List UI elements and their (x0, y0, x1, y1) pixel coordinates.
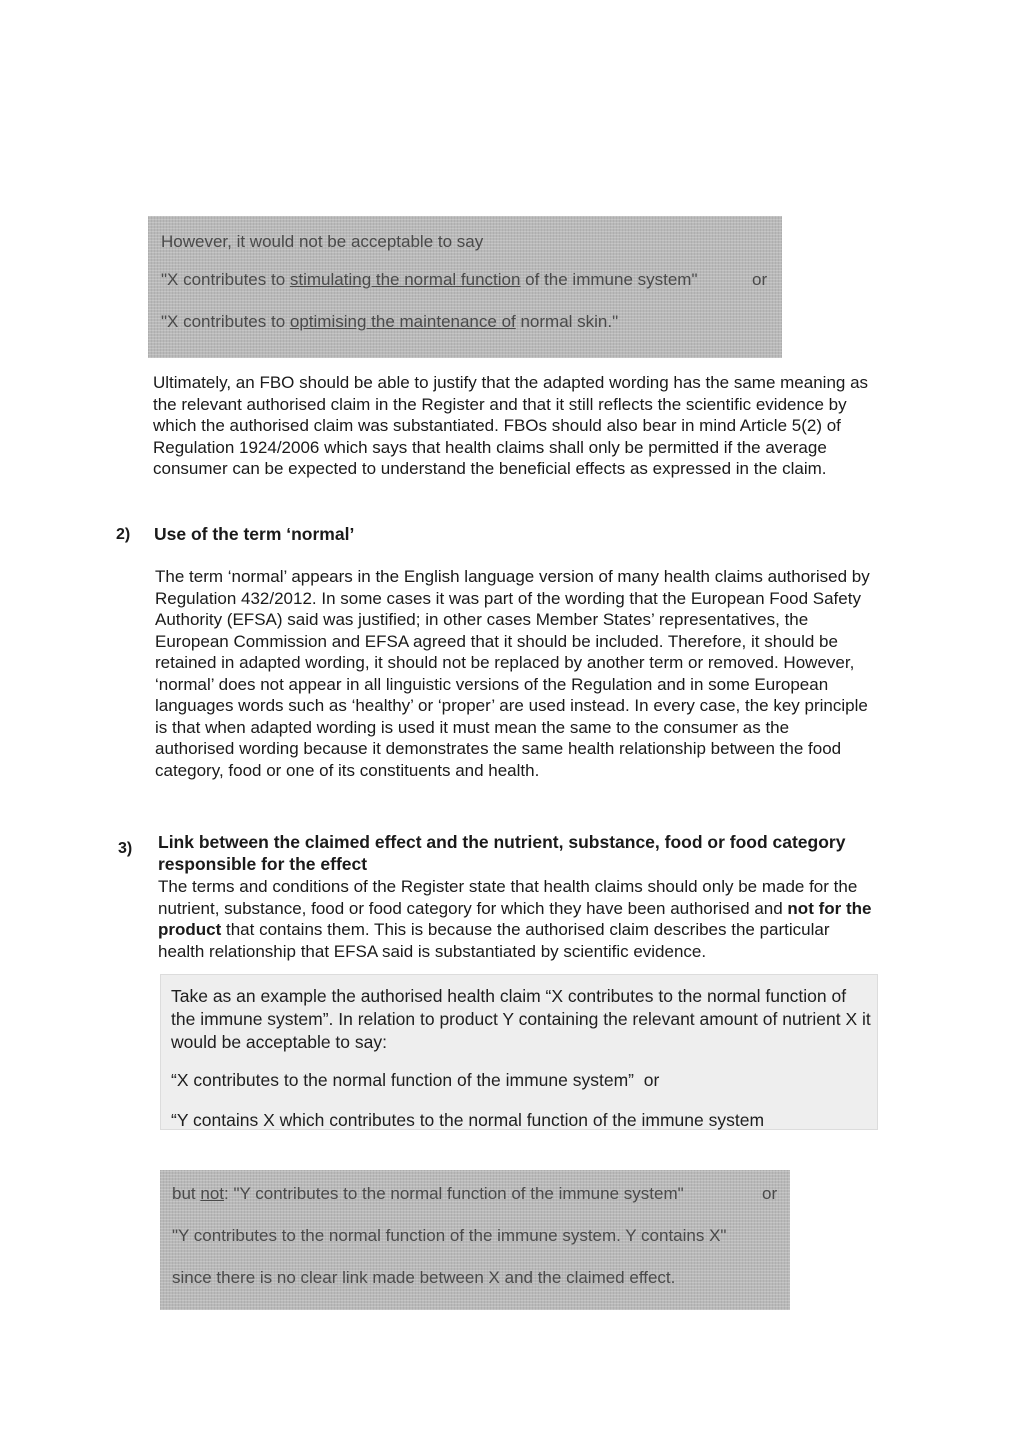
box-example-line: "Y contributes to the normal function of the immune system. Y contains X" (172, 1226, 727, 1245)
body-paragraph: The terms and conditions of the Register state that health claims should only be made for the nutrient, substance, food or food category for which they have been authorised and not for the product that contains them. This is because the authorised claim describes the particular health relationship that EFSA said is substantiated by scientific evidence. (158, 877, 872, 961)
section-heading: Use of the term ‘normal’ (154, 524, 355, 544)
box-example-line: but not: "Y contributes to the normal function of the immune system" (172, 1184, 684, 1203)
example-intro: Take as an example the authorised health claim “X contributes to the normal function of the immune system”. In relation to product Y containing the relevant amount of nutrient X it would be acceptable to say: (171, 986, 871, 1052)
section-heading: Link between the claimed effect and the nutrient, substance, food or food category responsible for the effect (158, 832, 846, 874)
box-or-text: or (762, 1184, 778, 1203)
example-line: “X contributes to the normal function of the immune system” or (171, 1070, 660, 1090)
body-paragraph: Ultimately, an FBO should be able to justify that the adapted wording has the same meaning as the relevant authorised claim in the Register and that it still reflects the scientific evidence by which the authorised claim was substantiated. FBOs should also bear in mind Article 5(2) of Regulation 1924/2006 which says that health claims shall only be permitted if the average consumer can be expected to understand the beneficial effects as expressed in the claim. (153, 373, 869, 478)
unacceptable-examples-box (148, 216, 782, 358)
section-number: 2) (116, 526, 131, 543)
box-example-line: "X contributes to stimulating the normal function of the immune system" (161, 270, 698, 289)
section-number: 3) (118, 840, 133, 857)
acceptable-example-box (160, 974, 878, 1130)
box-example-line: "X contributes to optimising the maintenance of normal skin." (161, 312, 619, 331)
box-or-text: or (752, 270, 768, 289)
box-conclusion-text: since there is no clear link made between X and the claimed effect. (172, 1268, 676, 1287)
body-paragraph: The term ‘normal’ appears in the English language version of many health claims authorised by Regulation 432/2012. In some cases it was part of the wording that the European Food Safety Authority (EFSA) said was justified; in other cases Member States’ representatives, the European Commission and EFSA agreed that it should be included. Therefore, it should be retained in adapted wording, it should not be replaced by another term or removed. However, ‘normal’ does not appear in all linguistic versions of the Regulation and in some European languages words such as ‘healthy’ or ‘proper’ are used instead. In every case, the key principle is that when adapted wording is used it must mean the same to the consumer as the authorised wording because it demonstrates the same health relationship between the food category, food or one of its constituents and health. (155, 567, 870, 780)
unacceptable-examples-box (160, 1170, 790, 1310)
example-line: “Y contains X which contributes to the normal function of the immune system (171, 1110, 765, 1130)
box-intro-text: However, it would not be acceptable to say (161, 232, 484, 251)
